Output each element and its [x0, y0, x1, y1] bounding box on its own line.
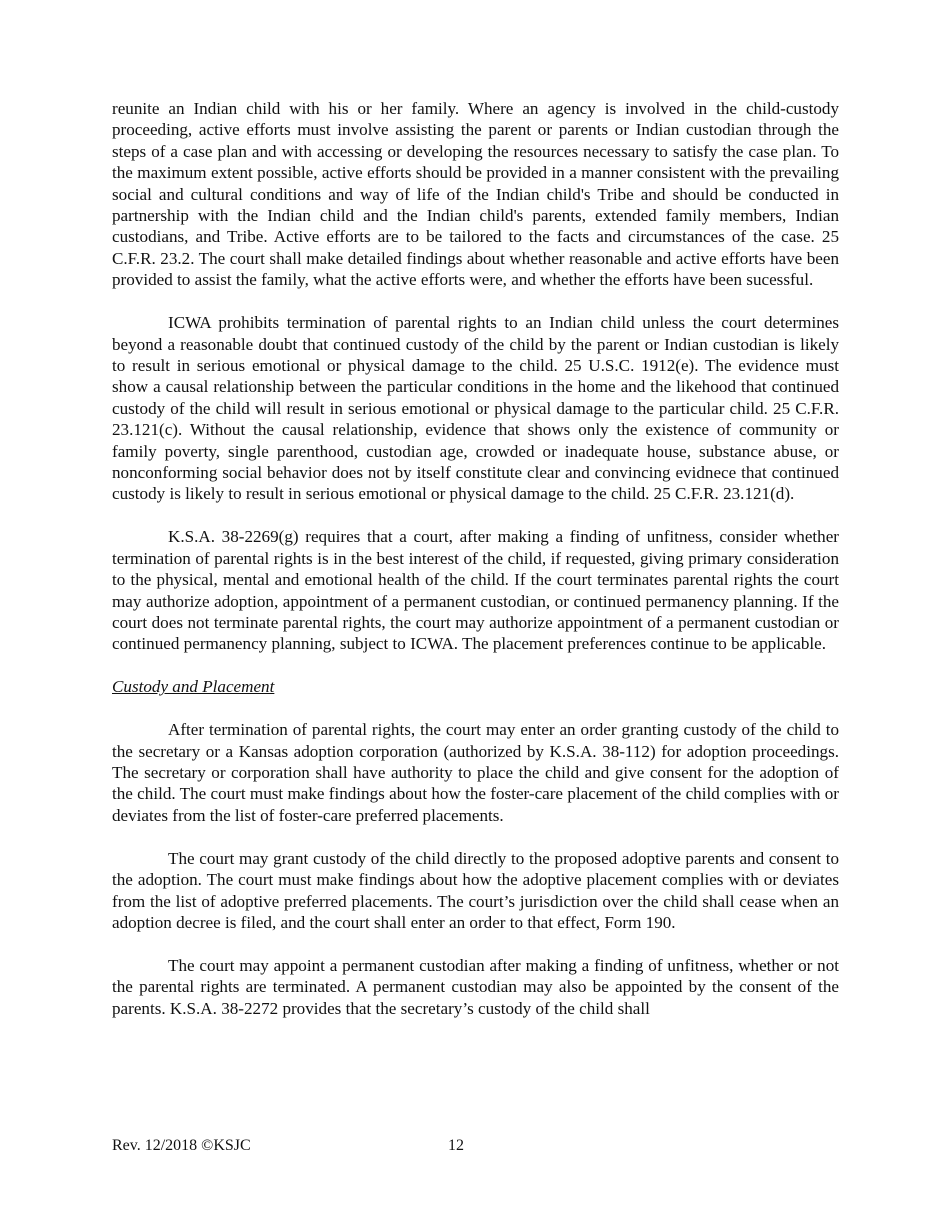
document-page — [112, 98, 839, 1041]
footer-revision: Rev. 12/2018 ©KSJC — [112, 1137, 251, 1154]
paragraph-best-interest: K.S.A. 38-2269(g) requires that a court, after making a finding of unfitness, consider whether termination of parental rights is in the best interest of the child, if requested, giving primary consideration to the physical, mental and emotional health of the child. If the court terminates parental rights the court may authorize adoption, appointment of a permanent custodian, or continued permanency planning. If the court does not terminate parental rights, the court may authorize appointment of a permanent custodian or continued permanency planning, subject to ICWA. The placement preferences continue to be applicable. — [112, 527, 839, 654]
footer-page-number: 12 — [448, 1137, 464, 1154]
section-heading-custody-placement: Custody and Placement — [112, 677, 275, 697]
paragraph-custody-adoptive-parents: The court may grant custody of the child directly to the proposed adoptive parents and consent to the adoption. The court must make findings about how the adoptive placement complies with or deviates from the list of adoptive preferred placements. The court’s jurisdiction over the child shall cease when an adoption decree is filed, and the court shall enter an order to that effect, Form 190. — [112, 848, 839, 932]
paragraph-custody-after-termination: After termination of parental rights, the court may enter an order granting custody of the child to the secretary or a Kansas adoption corporation (authorized by K.S.A. 38-112) for adoption proceedings. The secretary or corporation shall have authority to place the child and give consent for the adoption of the child. The court must make findings about how the foster-care placement of the child complies with or deviates from the list of foster-care preferred placements. — [112, 720, 839, 825]
paragraph-permanent-custodian: The court may appoint a permanent custodian after making a finding of unfitness, whether or not the parental rights are terminated. A permanent custodian may also be appointed by the consent of the parents. K.S.A. 38-2272 provides that the secretary’s custody of the child shall — [112, 955, 839, 1018]
paragraph-active-efforts: reunite an Indian child with his or her family. Where an agency is involved in the child-custody proceeding, active efforts must involve assisting the parent or parents or Indian custodian through the steps of a case plan and with accessing or developing the resources necessary to satisfy the case plan. To the maximum extent possible, active efforts should be provided in a manner consistent with the prevailing social and cultural conditions and way of life of the Indian child's Tribe and should be conducted in partnership with the Indian child and the Indian child's parents, extended family members, Indian custodians, and Tribe. Active efforts are to be tailored to the facts and circumstances of the case. 25 C.F.R. 23.2. The court shall make detailed findings about whether reasonable and active efforts have been provided to assist the family, what the active efforts were, and whether the efforts have been sucessful. — [112, 99, 839, 290]
paragraph-icwa-termination: ICWA prohibits termination of parental rights to an Indian child unless the court determines beyond a reasonable doubt that continued custody of the child by the parent or Indian custodian is likely to result in serious emotional or physical damage to the child. 25 U.S.C. 1912(e). The evidence must show a causal relationship between the particular conditions in the home and the likehood that continued custody of the child will result in serious emotional or physical damage to the particular child. 25 C.F.R. 23.121(c). Without the causal relationship, evidence that shows only the existence of community or family poverty, single parenthood, custodian age, crowded or inadequate house, substance abuse, or nonconforming social behavior does not by itself constitute clear and convincing evidnece that continued custody is likely to result in serious emotional or physical damage to the child. 25 C.F.R. 23.121(d). — [112, 313, 839, 504]
